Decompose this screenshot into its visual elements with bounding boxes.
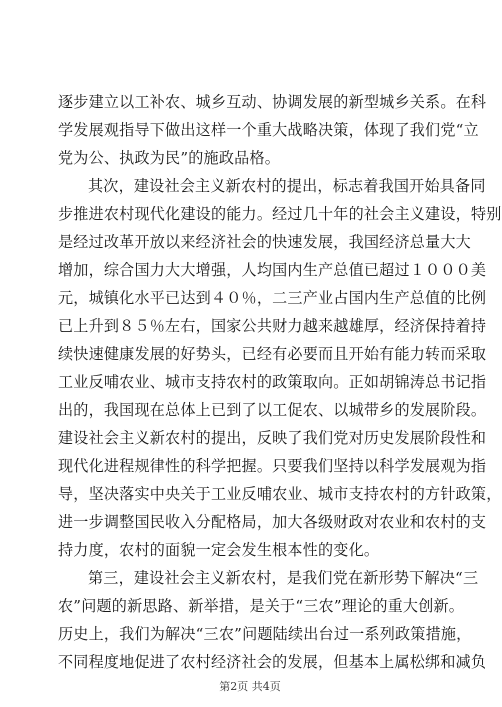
text-line: 持力度，农村的面貌一定会发生根本性的变化。 <box>58 541 380 559</box>
text-line: 已上升到８５％左右，国家公共财力越来越雄厚，经济保持着持 <box>58 317 487 335</box>
text-line: 增加，综合国力大大增强，人均国内生产总值已超过１０００美 <box>58 261 487 279</box>
text-line: 第三，建设社会主义新农村，是我们党在新形势下解决“三 <box>88 569 479 587</box>
text-line: 学发展观指导下做出这样一个重大战略决策，体现了我们党“立 <box>58 121 479 139</box>
text-line: 步推进农村现代化建设的能力。经过几十年的社会主义建设，特别 <box>58 205 502 223</box>
text-line: 是经过改革开放以来经济社会的快速发展，我国经济总量大大 <box>58 233 471 251</box>
document-body <box>58 88 502 676</box>
text-line: 农”问题的新思路、新举措，是关于“三农”理论的重大创新。 <box>58 597 465 615</box>
paragraph-1 <box>58 88 487 172</box>
text-line: 历史上，我们为解决“三农”问题陆续出台过一系列政策措施， <box>58 625 472 643</box>
text-line: 党为公、执政为民”的施政品格。 <box>58 149 281 167</box>
text-line: 其次，建设社会主义新农村的提出，标志着我国开始具备同 <box>88 177 486 195</box>
paragraph-3 <box>58 564 487 676</box>
text-line: 续快速健康发展的好势头，已经有必要而且开始有能力转而采取 <box>58 345 487 363</box>
text-line: 逐步建立以工补农、城乡互动、协调发展的新型城乡关系。在科 <box>58 93 487 111</box>
text-line: 建设社会主义新农村的提出，反映了我们党对历史发展阶段性和 <box>58 429 487 447</box>
paragraph-2 <box>58 172 502 564</box>
text-line: 现代化进程规律性的科学把握。只要我们坚持以科学发展观为指 <box>58 457 487 475</box>
page-number-footer: 第2页 共4页 <box>219 680 281 693</box>
text-line: 出的，我国现在总体上已到了以工促农、以城带乡的发展阶段。 <box>58 401 487 419</box>
text-line: 工业反哺农业、城市支持农村的政策取向。正如胡锦涛总书记指 <box>58 373 487 391</box>
text-line: 元，城镇化水平已达到４０％，二三产业占国内生产总值的比例 <box>58 289 487 307</box>
text-line: 不同程度地促进了农村经济社会的发展，但基本上属松绑和减负 <box>58 653 487 671</box>
text-line: 导，坚决落实中央关于工业反哺农业、城市支持农村的方针政策， <box>58 485 502 503</box>
text-line: 进一步调整国民收入分配格局，加大各级财政对农业和农村的支 <box>58 513 487 531</box>
